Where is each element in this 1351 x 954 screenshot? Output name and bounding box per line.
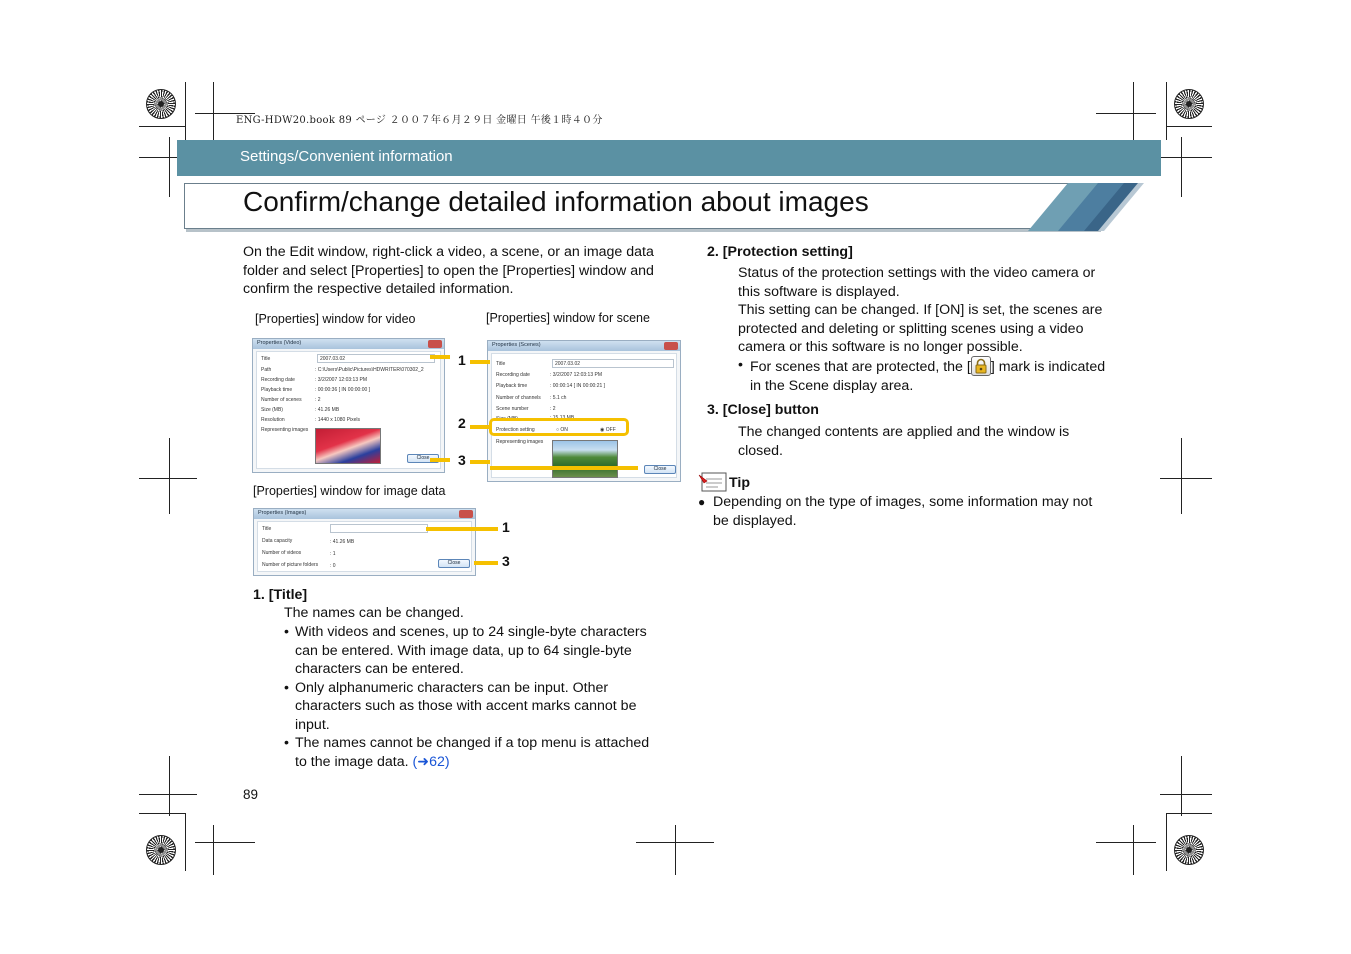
row-value: : 5.1 ch (550, 395, 567, 401)
callout-line (426, 527, 498, 531)
lock-icon (971, 356, 991, 376)
bullet-text: Only alphanumeric characters can be input. Other characters such as those with accent marks cannot be input. (295, 679, 637, 733)
row-value: : 00:00:14 [ IN 00:00:21 ] (550, 383, 606, 389)
row-value: : 41.26 MB (315, 407, 340, 413)
row-label: Path (261, 367, 272, 373)
callout-line (470, 460, 490, 464)
item1-bullet-list (284, 623, 656, 771)
row-value: : 0 (330, 563, 336, 569)
row-label: Number of scenes (261, 397, 302, 403)
item3-heading: 3. [Close] button (707, 402, 819, 418)
row-label: Title (262, 526, 272, 532)
callout-number: 2 (458, 415, 466, 431)
page-link[interactable]: (➜62) (412, 753, 450, 770)
bullet-text: For scenes that are protected, the [ (750, 359, 971, 375)
row-value: : 00:00:36 [ IN 00:00:00 ] (315, 387, 371, 393)
tip-label: Tip (729, 475, 751, 491)
scene-properties-window (487, 340, 681, 482)
registration-rosette-icon (1174, 89, 1204, 119)
page-number: 89 (243, 787, 259, 802)
window-title: Properties (Scenes) (492, 342, 541, 348)
tip-note-icon (698, 471, 728, 493)
row-label: Data capacity (262, 538, 293, 544)
callout-line (430, 355, 450, 359)
caption-image-data: [Properties] window for image data (253, 484, 446, 498)
intro-paragraph: On the Edit window, right-click a video, a scene, or an image data folder and select [Properties] to open the [Properties] window and confirm the respective detailed information. (243, 244, 654, 297)
row-label: Number of videos (262, 550, 302, 556)
radio-label: ON (560, 427, 568, 433)
callout-number: 1 (458, 352, 466, 368)
protection-off-radio[interactable]: ◉ OFF (600, 427, 616, 433)
callout-line (470, 425, 490, 429)
title-input[interactable] (330, 524, 428, 533)
item2-heading: 2. [Protection setting] (707, 244, 853, 260)
row-label: Representing images (496, 439, 544, 445)
callout-line (470, 360, 490, 364)
representing-image (552, 440, 618, 478)
callout-number: 3 (458, 452, 466, 468)
bullet-text: ] mark is indicated in the Scene display area. (750, 359, 1106, 394)
item1-heading: 1. [Title] (253, 587, 308, 603)
page-title: Confirm/change detailed information about images (243, 186, 869, 217)
row-label: Title (261, 356, 271, 362)
callout-line (490, 466, 638, 470)
row-label: Resolution (261, 417, 285, 423)
item2-bullet: • For scenes that are protected, the [ ] mark is indicated in the Scene display area. (738, 357, 1106, 394)
row-value: : 41.26 MB (330, 539, 355, 545)
callout-number: 3 (502, 553, 510, 569)
row-label: Title (496, 361, 506, 367)
bullet-text: With videos and scenes, up to 24 single-byte characters can be entered. With image data, up to 64 single-byte characters can be entered. (295, 624, 647, 677)
close-icon (664, 342, 678, 350)
row-label: Size (MB) (496, 416, 518, 422)
row-label: Playback time (261, 387, 293, 393)
row-label: Recording date (496, 372, 530, 378)
row-value: : 3/2/2007 12:03:13 PM (550, 372, 602, 378)
row-label: Representing images (261, 427, 309, 433)
close-button[interactable]: Close (407, 454, 439, 463)
bullet-text: The names cannot be changed if a top menu is attached to the image data. (295, 735, 650, 770)
caption-scene: [Properties] window for scene (486, 311, 650, 325)
row-value: : 1440 x 1080 Pixels (315, 417, 361, 423)
list-item: • The names cannot be changed if a top menu is attached to the image data. (➜62) (284, 735, 650, 770)
row-label: Number of picture folders (262, 562, 319, 568)
video-properties-window (252, 338, 445, 473)
item2-text1: Status of the protection settings with the video camera or this software is displayed. (738, 265, 1096, 300)
row-label: Scene number (496, 406, 529, 412)
title-shadow (186, 229, 1101, 232)
row-value: : C:\Users\Public\Pictures\HDWRITER\070302_2 (315, 367, 424, 373)
row-value: : 15.13 MB (550, 415, 575, 421)
file-info-line: ENG-HDW20.book 89 ページ ２００７年６月２９日 金曜日 午後１時４０分 (236, 115, 603, 126)
image-data-properties-window (253, 508, 476, 576)
title-input[interactable]: 2007.03.02 (317, 354, 435, 363)
registration-rosette-icon (1174, 835, 1204, 865)
radio-label: OFF (605, 427, 616, 433)
item2-text2: This setting can be changed. If [ON] is set, the scenes are protected and deleting or splitting scenes using a video camera or this software is no longer possible. (738, 302, 1103, 355)
tip-text: Depending on the type of images, some information may not be displayed. (713, 494, 1093, 529)
window-title: Properties (Video) (257, 340, 302, 346)
representing-image (315, 428, 381, 464)
title-input[interactable]: 2007.03.02 (552, 359, 674, 368)
row-value: : 2 (550, 406, 556, 412)
caption-video: [Properties] window for video (255, 312, 416, 326)
item1-text: The names can be changed. (284, 605, 464, 621)
row-label: Size (MB) (261, 407, 283, 413)
section-label: Settings/Convenient information (240, 148, 453, 165)
row-value: : 3/2/2007 12:03:13 PM (315, 377, 367, 383)
bullet-dot-icon: ● (698, 495, 706, 509)
close-button[interactable]: Close (644, 465, 676, 474)
close-icon (459, 510, 473, 518)
row-value: : 2 (315, 397, 321, 403)
protection-on-radio[interactable]: ○ ON (556, 427, 568, 433)
list-item: • With videos and scenes, up to 24 single-byte characters can be entered. With image data, up to 64 single-byte characters can be entered. (284, 623, 656, 679)
window-title: Properties (Images) (258, 510, 307, 516)
row-label: Number of channels (496, 395, 541, 401)
close-button[interactable]: Close (438, 559, 470, 568)
section-header-bar (177, 140, 1161, 176)
callout-line (430, 458, 450, 462)
row-label: Recording date (261, 377, 295, 383)
protection-highlight (489, 418, 629, 436)
callout-number: 1 (502, 519, 510, 535)
registration-rosette-icon (146, 835, 176, 865)
close-icon (428, 340, 442, 348)
item3-text: The changed contents are applied and the window is closed. (738, 424, 1070, 459)
title-stripes-decoration (1018, 181, 1144, 233)
registration-rosette-icon (146, 89, 176, 119)
tip-item (698, 493, 1110, 530)
row-label: Playback time (496, 383, 528, 389)
list-item: • Only alphanumeric characters can be input. Other characters such as those with accent marks cannot be input. (284, 679, 656, 735)
callout-line (474, 561, 498, 565)
row-label: Protection setting (496, 427, 535, 433)
row-value: : 1 (330, 551, 336, 557)
